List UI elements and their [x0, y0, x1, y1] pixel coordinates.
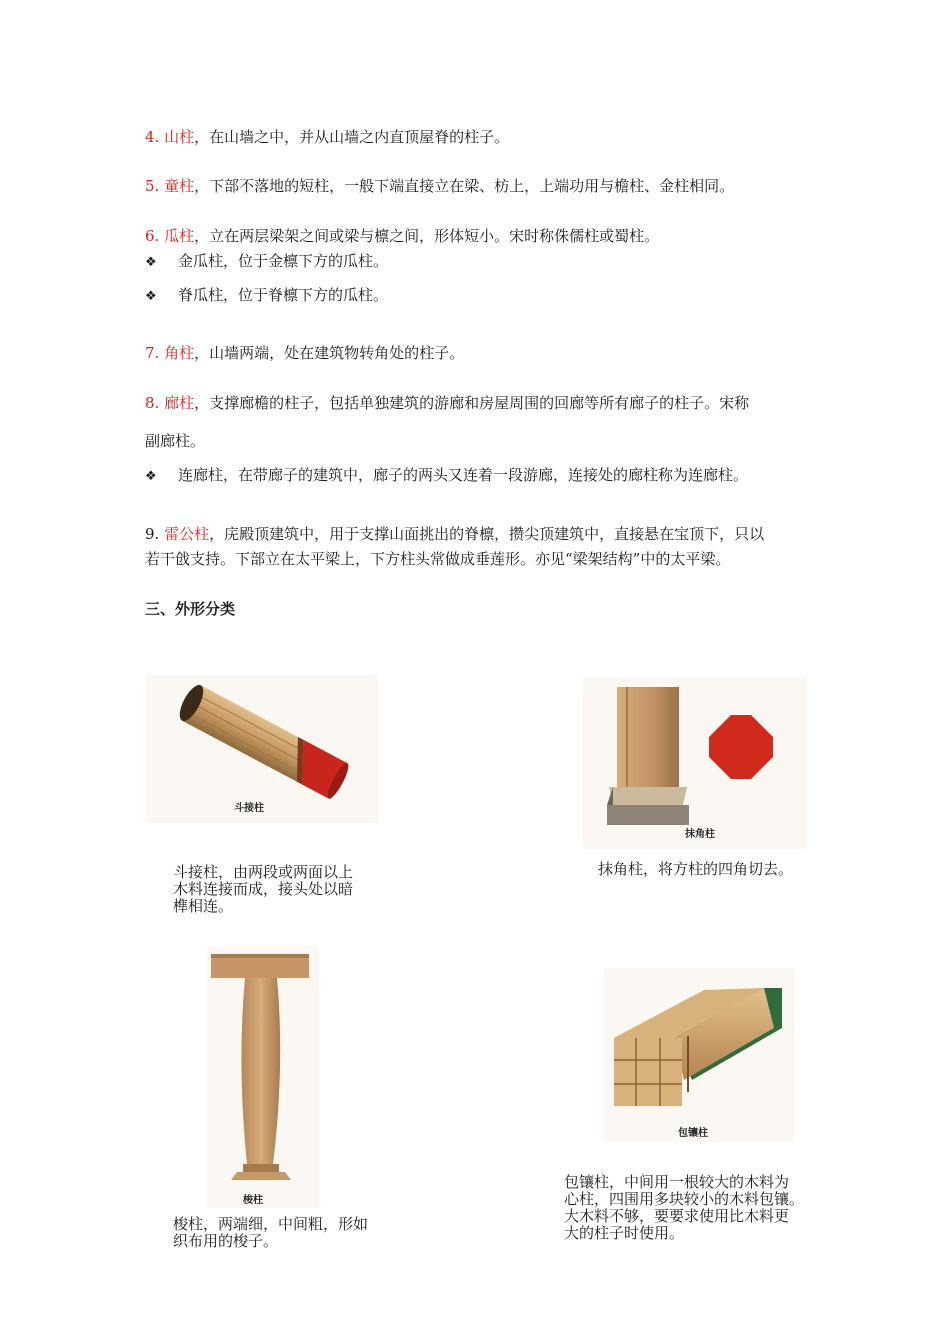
caption-line: 织布用的梭子。 [173, 1232, 279, 1250]
item-number: 5. [145, 177, 160, 195]
suo-caption [173, 1216, 368, 1250]
figure-label: 抹角柱 [685, 829, 715, 840]
item-text: ，立在两层梁架之间或梁与檩之间，形体短小。宋时称侏儒柱或蜀柱。 [194, 227, 660, 245]
caption-line: 抹角柱，将方柱的四角切去。 [598, 860, 794, 878]
item-5 [145, 176, 734, 196]
caption-line: 大的柱子时使用。 [564, 1224, 685, 1242]
mojiao-column-drawing [583, 677, 807, 849]
caption-line: 心柱，四围用多块较小的木料包镶。 [564, 1190, 805, 1208]
item-number: 8. [145, 394, 160, 412]
item-number: 7. [145, 344, 160, 362]
item-text: ，庑殿顶建筑中，用于支撑山面挑出的脊檩，攒尖顶建筑中，直接悬在宝顶下，只以 [209, 525, 765, 543]
sub-item-text: 金瓜柱，位于金檩下方的瓜柱。 [178, 252, 389, 270]
item-9-continued: 若干戗支持。下部立在太平梁上，下方柱头常做成垂莲形。亦见“梁架结构”中的太平梁。 [145, 550, 731, 568]
mojiao-column-image [583, 677, 807, 849]
baoxiang-column-drawing [604, 968, 794, 1142]
sub-item [145, 465, 748, 487]
item-text: ，下部不落地的短柱，一般下端直接立在梁、枋上，上端功用与檐柱、金柱相同。 [194, 177, 735, 195]
figure-label: 包镶柱 [678, 1128, 708, 1139]
item-term: 廊柱 [164, 394, 195, 412]
item-9 [145, 524, 764, 544]
suo-column-image [207, 946, 319, 1208]
bullet-icon: ❖ [145, 289, 157, 304]
item-8 [145, 393, 749, 413]
item-term: 雷公柱 [164, 525, 210, 543]
doujie-column-image [146, 675, 378, 823]
item-number: 4. [145, 128, 160, 146]
baoxiang-caption [564, 1174, 804, 1242]
baoxiang-column-image [604, 968, 794, 1142]
figure-label: 梭柱 [243, 1195, 263, 1206]
bullet-icon: ❖ [145, 255, 157, 270]
sub-item [145, 251, 388, 273]
bullet-icon: ❖ [145, 469, 157, 484]
item-term: 童柱 [164, 177, 195, 195]
sub-item-text: 连廊柱，在带廊子的建筑中，廊子的两头又连着一段游廊，连接处的廊柱称为连廊柱。 [178, 466, 749, 484]
item-6 [145, 226, 659, 246]
caption-line: 包镶柱，中间用一根较大的木料为 [564, 1173, 790, 1191]
item-number: 9. [145, 525, 160, 543]
item-number: 6. [145, 227, 160, 245]
caption-line: 木料连接而成，接头处以暗 [173, 880, 354, 898]
section-heading: 三、外形分类 [145, 600, 236, 618]
item-text: ，山墙两端，处在建筑物转角处的柱子。 [194, 344, 465, 362]
item-text: ，在山墙之中，并从山墙之内直顶屋脊的柱子。 [194, 128, 510, 146]
caption-line: 榫相连。 [173, 897, 234, 915]
figure-label: 斗接柱 [234, 803, 264, 814]
item-term: 角柱 [164, 344, 195, 362]
item-4 [145, 127, 509, 147]
caption-line: 大木料不够，要要求使用比木料更 [564, 1207, 790, 1225]
item-8-continued: 副廊柱。 [145, 432, 206, 450]
item-text: ，支撑廊檐的柱子，包括单独建筑的游廊和房屋周围的回廊等所有廊子的柱子。宋称 [194, 394, 750, 412]
sub-item [145, 285, 388, 307]
mojiao-caption [598, 861, 793, 878]
item-term: 山柱 [164, 128, 195, 146]
caption-line: 斗接柱，由两段或两面以上 [173, 863, 354, 881]
suo-column-drawing [207, 946, 319, 1208]
doujie-caption [173, 864, 353, 915]
item-7 [145, 343, 464, 363]
caption-line: 梭柱，两端细，中间粗，形如 [173, 1215, 369, 1233]
item-term: 瓜柱 [164, 227, 195, 245]
sub-item-text: 脊瓜柱，位于脊檩下方的瓜柱。 [178, 286, 389, 304]
